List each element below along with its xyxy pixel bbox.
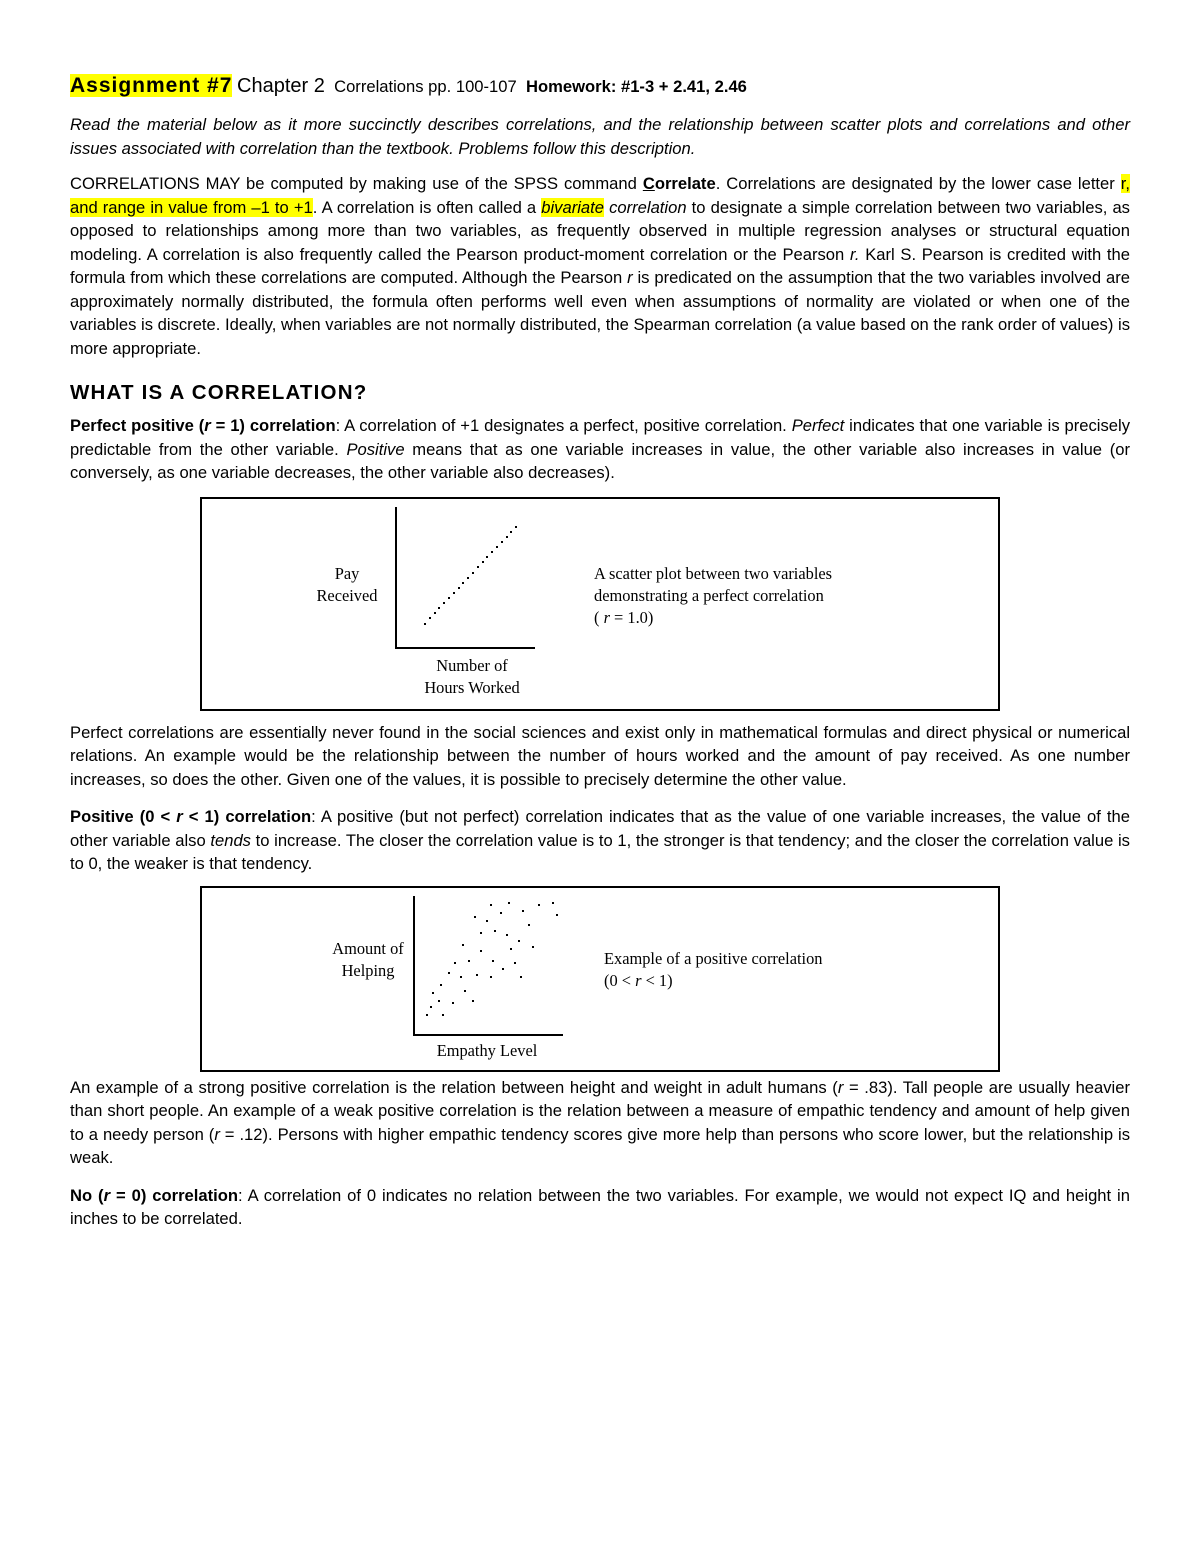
assignment-number: Assignment #7 xyxy=(70,74,233,97)
text-run: Perfect xyxy=(791,416,845,435)
scatter-dot xyxy=(424,623,426,625)
scatter-dot xyxy=(476,974,478,976)
text-run: to designate a simple correlation between two variables, as opposed to relationships among more than two variables, as frequently observed in multiple regression analyses or structural equation modeling. A correlation is also frequently called the Pearson product-moment correlation or the Pearson xyxy=(70,197,1130,264)
scatter-dot xyxy=(460,976,462,978)
figure-caption xyxy=(604,948,984,992)
intro-paragraph: Read the material below as it more succinctly describes correlations, and the relationship between scatter plots and correlations and other issues associated with correlation than the textbook. Problems follow this description. xyxy=(70,115,1130,158)
text-run: correlation xyxy=(603,197,687,217)
scatter-dot xyxy=(506,934,508,936)
scatter-dot xyxy=(514,962,516,964)
examples-paragraph xyxy=(70,1076,1130,1170)
text-run: indicates that one variable is precisely predictable from the other variable. xyxy=(70,416,1130,459)
scatter-dot xyxy=(518,940,520,942)
perfect-positive-paragraph xyxy=(70,414,1130,485)
text-run: Perfect positive ( xyxy=(70,416,205,435)
scatter-dot xyxy=(538,904,540,906)
scatter-dot xyxy=(434,612,436,614)
caption-line: A scatter plot between two variables xyxy=(594,563,833,583)
text-run: Karl S. Pearson is credited with the formula from which these correlations are computed. Although the Pearson xyxy=(70,244,1130,287)
text-run: CORRELATIONS MAY be computed by making use of the SPSS command xyxy=(70,174,643,193)
caption-line xyxy=(594,607,974,629)
figure-caption xyxy=(594,563,974,629)
perfect-correlation-figure xyxy=(200,497,1000,711)
text-run: r xyxy=(204,416,211,435)
scatter-dot xyxy=(472,1000,474,1002)
scatter-dot xyxy=(486,556,488,558)
y-axis-label xyxy=(318,938,418,982)
chapter-label: Chapter 2 xyxy=(237,75,325,97)
text-run: Positive xyxy=(346,439,405,459)
text-run: r xyxy=(603,607,610,627)
scatter-dot xyxy=(458,587,460,589)
perfect-explanation-paragraph: Perfect correlations are essentially never found in the social sciences and exist only in mathematical formulas and direct physical or numerical relations. An example would be the relationship between the number of hours worked and the amount of pay received. As one number increases, so does the other. Given one of the values, it is possible to precisely determine the other value. xyxy=(70,722,1130,789)
text-run: is predicated on the assumption that the two variables involved are approximately normally distributed, the formula often performs well even when assumptions of normality are violated or when one of the variables is discrete. Ideally, when variables are not normally distributed, the Spearman correlation (a value based on the rank order of values) is more appropriate. xyxy=(70,268,1130,358)
text-run: < 1) xyxy=(641,970,673,990)
scatter-dot xyxy=(502,968,504,970)
text-run: = .83). Tall people are usually heavier than short people. An example of a weak positive correlation is the relation between a measure of empathic tendency and amount of help given to a needy person ( xyxy=(70,1077,1130,1144)
scatter-dot xyxy=(500,912,502,914)
scatter-dot xyxy=(482,561,484,563)
y-axis-label-line: Helping xyxy=(341,960,395,980)
scatter-dot xyxy=(508,902,510,904)
y-axis-label xyxy=(292,563,402,607)
scatter-dot xyxy=(520,976,522,978)
scatter-dot xyxy=(462,582,464,584)
y-axis-label-line: Received xyxy=(316,585,378,605)
x-axis xyxy=(413,1034,563,1036)
scatter-dot xyxy=(430,1006,432,1008)
perfect-positive-label xyxy=(70,416,336,435)
text-run: = 0) correlation xyxy=(110,1185,239,1205)
scatter-dot xyxy=(448,972,450,974)
caption-line xyxy=(604,970,984,992)
scatter-dot xyxy=(510,531,512,533)
scatter-dot xyxy=(453,592,455,594)
assignment-header xyxy=(70,74,1130,99)
scatter-dot xyxy=(472,572,474,574)
text-run: = 1.0) xyxy=(609,607,654,627)
scatter-dot xyxy=(454,962,456,964)
scatter-dot xyxy=(442,1014,444,1016)
scatter-dot xyxy=(494,930,496,932)
text-run: No ( xyxy=(70,1185,104,1205)
scatter-dot xyxy=(510,948,512,950)
correlate-command: orrelate xyxy=(654,174,716,193)
x-axis-label-line: Hours Worked xyxy=(424,677,520,697)
topic-label: Correlations pp. 100-107 xyxy=(334,77,517,96)
text-run: r xyxy=(837,1077,844,1097)
highlighted-range: r, and range in value from –1 to +1 xyxy=(70,174,1130,217)
positive-correlation-figure xyxy=(200,886,1000,1072)
text-run: r. xyxy=(849,244,860,264)
scatter-dot xyxy=(486,920,488,922)
x-axis-label-line: Number of xyxy=(436,655,508,675)
scatter-dot xyxy=(490,904,492,906)
document-page xyxy=(70,74,1130,1231)
x-axis xyxy=(395,647,535,649)
text-run: r xyxy=(214,1124,220,1144)
text-run: An example of a strong positive correlation is the relation between height and weight in adult humans ( xyxy=(70,1077,838,1097)
scatter-dot xyxy=(556,914,558,916)
text-run: = .12). Persons with higher empathic tendency scores give more help than persons who score lower, but the relationship is weak. xyxy=(70,1124,1130,1167)
y-axis-label-line: Amount of xyxy=(332,938,404,958)
text-run: r xyxy=(627,268,633,287)
scatter-dot xyxy=(532,946,534,948)
scatter-dot xyxy=(522,910,524,912)
text-run: r xyxy=(103,1185,111,1205)
scatter-dot xyxy=(496,546,498,548)
correlate-command-initial: C xyxy=(642,174,655,193)
scatter-dot xyxy=(480,932,482,934)
text-run: to increase. The closer the correlation value is to 1, the stronger is that tendency; and the closer the correlation value is to 0, the weaker is that tendency. xyxy=(70,830,1130,873)
x-axis-label: Empathy Level xyxy=(436,1040,538,1060)
text-run: : A positive (but not perfect) correlation indicates that as the value of one variable increases, the value of the other variable also xyxy=(70,807,1130,850)
scatter-dot xyxy=(467,577,469,579)
scatter-dot xyxy=(462,944,464,946)
scatter-dot xyxy=(501,541,503,543)
text-run: r xyxy=(635,970,642,990)
bivariate-term: bivariate xyxy=(541,197,604,217)
homework-items: : #1-3 + 2.41, 2.46 xyxy=(610,77,747,96)
scatter-dot xyxy=(432,992,434,994)
no-correlation-label xyxy=(70,1186,238,1205)
text-run: = 1) correlation xyxy=(210,416,336,435)
scatter-dot xyxy=(429,617,431,619)
scatter-dot xyxy=(515,526,517,528)
scatter-dot xyxy=(491,551,493,553)
text-run: (0 < xyxy=(604,970,636,990)
correlations-paragraph xyxy=(70,172,1130,360)
text-run: . Correlations are designated by the lower case letter xyxy=(715,174,1121,193)
section-heading: WHAT IS A CORRELATION? xyxy=(70,381,368,404)
no-correlation-paragraph xyxy=(70,1184,1130,1231)
scatter-dot xyxy=(426,1014,428,1016)
text-run: : A correlation of 0 indicates no relation between the two variables. For example, we would not expect IQ and height in inches to be correlated. xyxy=(70,1185,1130,1228)
scatter-dot xyxy=(490,976,492,978)
scatter-dot xyxy=(468,960,470,962)
text-run: . A correlation is often called a xyxy=(312,197,542,217)
scatter-dot xyxy=(464,990,466,992)
text-run: tends xyxy=(210,830,251,850)
y-axis xyxy=(413,896,415,1036)
scatter-dot xyxy=(438,1000,440,1002)
text-run: means that as one variable increases in value, the other variable also increases in value (or conversely, as one variable decreases, the other variable also decreases). xyxy=(70,439,1131,482)
text-run: : A correlation of +1 designates a perfect, positive correlation. xyxy=(335,416,792,435)
scatter-dot xyxy=(443,602,445,604)
text-run: < 1) correlation xyxy=(182,807,312,826)
scatter-dot xyxy=(452,1002,454,1004)
positive-paragraph xyxy=(70,805,1130,876)
x-axis-label xyxy=(402,655,542,699)
text-run: ( xyxy=(594,607,604,627)
caption-line: demonstrating a perfect correlation xyxy=(594,585,824,605)
caption-line: Example of a positive correlation xyxy=(604,948,823,968)
scatter-dot xyxy=(448,597,450,599)
y-axis xyxy=(395,507,397,649)
homework-label: Homework xyxy=(525,77,611,96)
text-run: r xyxy=(176,807,183,826)
scatter-dot xyxy=(552,902,554,904)
scatter-dot xyxy=(492,960,494,962)
scatter-dot xyxy=(528,924,530,926)
y-axis-label-line: Pay xyxy=(334,563,360,583)
scatter-dot xyxy=(474,916,476,918)
scatter-dot xyxy=(477,566,479,568)
scatter-dot xyxy=(506,536,508,538)
scatter-dot xyxy=(440,984,442,986)
scatter-dot xyxy=(480,950,482,952)
positive-label xyxy=(70,807,311,826)
text-run: Positive (0 < xyxy=(70,807,177,826)
scatter-dot xyxy=(438,607,440,609)
